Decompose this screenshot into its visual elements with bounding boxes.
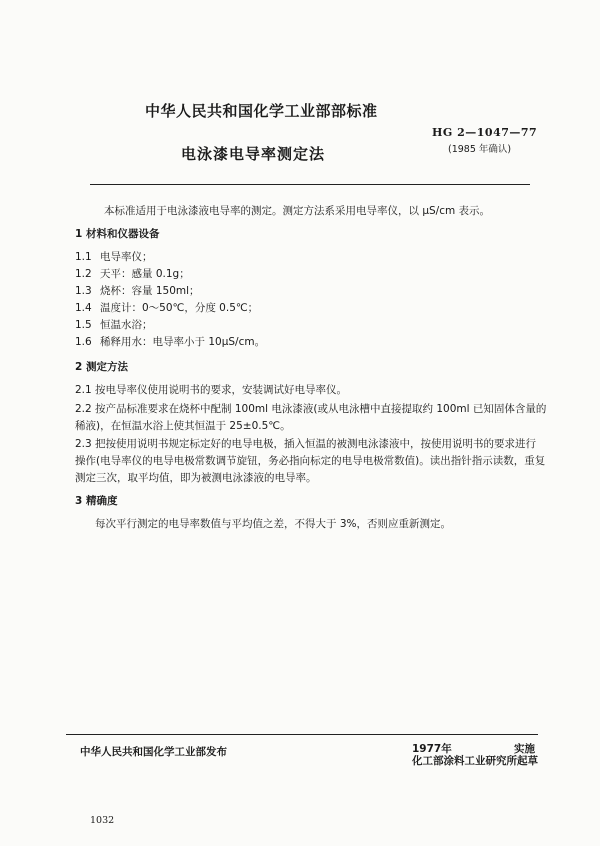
list-item bbox=[75, 317, 153, 332]
implementation-year: 1977年 bbox=[412, 743, 452, 755]
item-number: 1.2 bbox=[75, 268, 92, 280]
item-text: 温度计：0～50℃，分度 0.5℃； bbox=[100, 302, 259, 314]
list-item bbox=[75, 300, 258, 315]
issuing-org-header: 中华人民共和国化学工业部部标准 bbox=[145, 102, 378, 120]
footer-rule bbox=[66, 734, 538, 735]
list-item bbox=[75, 249, 153, 264]
document-title: 电泳漆电导率测定法 bbox=[181, 145, 326, 163]
item-number: 1.6 bbox=[75, 336, 92, 348]
accuracy-paragraph: 每次平行测定的电导率数值与平均值之差，不得大于 3%，否则应重新测定。 bbox=[95, 518, 451, 530]
item-text: 恒温水浴； bbox=[100, 319, 153, 331]
section-3-heading: 3 精确度 bbox=[75, 495, 118, 507]
item-number: 1.5 bbox=[75, 319, 92, 331]
item-text: 烧杯：容量 150ml； bbox=[100, 285, 200, 297]
paragraph-2-3-line-1: 2.3 把按使用说明书规定标定好的电导电极，插入恒温的被测电泳漆液中，按使用说明书的要求进行 bbox=[75, 438, 537, 450]
drafting-org: 化工部涂料工业研究所起草 bbox=[412, 755, 538, 767]
paragraph-2-3-line-3: 测定三次，取平均值，即为被测电泳漆液的电导率。 bbox=[75, 472, 317, 484]
list-item bbox=[75, 334, 265, 349]
confirmation-note: (1985 年确认) bbox=[448, 144, 512, 155]
page-number: 1032 bbox=[90, 815, 115, 826]
scope-paragraph: 本标准适用于电泳漆液电导率的测定。测定方法系采用电导率仪，以 μS/cm 表示。 bbox=[104, 205, 491, 217]
implementation-label: 实施 bbox=[514, 743, 535, 755]
item-text: 电导率仪； bbox=[100, 251, 153, 263]
paragraph-2-3-line-2: 操作(电导率仪的电导电极常数调节旋钮，务必指向标定的电导电极常数值)。读出指针指示读数，重复 bbox=[75, 455, 546, 467]
item-text: 天平：感量 0.1g； bbox=[100, 268, 190, 280]
paragraph-2-1: 2.1 按电导率仪使用说明书的要求，安装调试好电导率仪。 bbox=[75, 384, 348, 396]
item-number: 1.4 bbox=[75, 302, 92, 314]
paragraph-2-2-line-1: 2.2 按产品标准要求在烧杯中配制 100ml 电泳漆液(或从电泳槽中直接提取约 100ml 已知固体含量的 bbox=[75, 403, 547, 415]
section-2-heading: 2 测定方法 bbox=[75, 361, 128, 373]
item-number: 1.1 bbox=[75, 251, 92, 263]
list-item bbox=[75, 266, 190, 281]
item-number: 1.3 bbox=[75, 285, 92, 297]
issuer-line: 中华人民共和国化学工业部发布 bbox=[80, 746, 227, 758]
paragraph-2-2-line-2: 稀液)，在恒温水浴上使其恒温于 25±0.5℃。 bbox=[75, 420, 291, 432]
section-1-heading: 1 材料和仪器设备 bbox=[75, 228, 160, 240]
standard-code: HG 2—1047—77 bbox=[432, 126, 538, 139]
header-rule bbox=[90, 184, 530, 185]
list-item bbox=[75, 283, 200, 298]
item-text: 稀释用水：电导率小于 10μS/cm。 bbox=[100, 336, 266, 348]
